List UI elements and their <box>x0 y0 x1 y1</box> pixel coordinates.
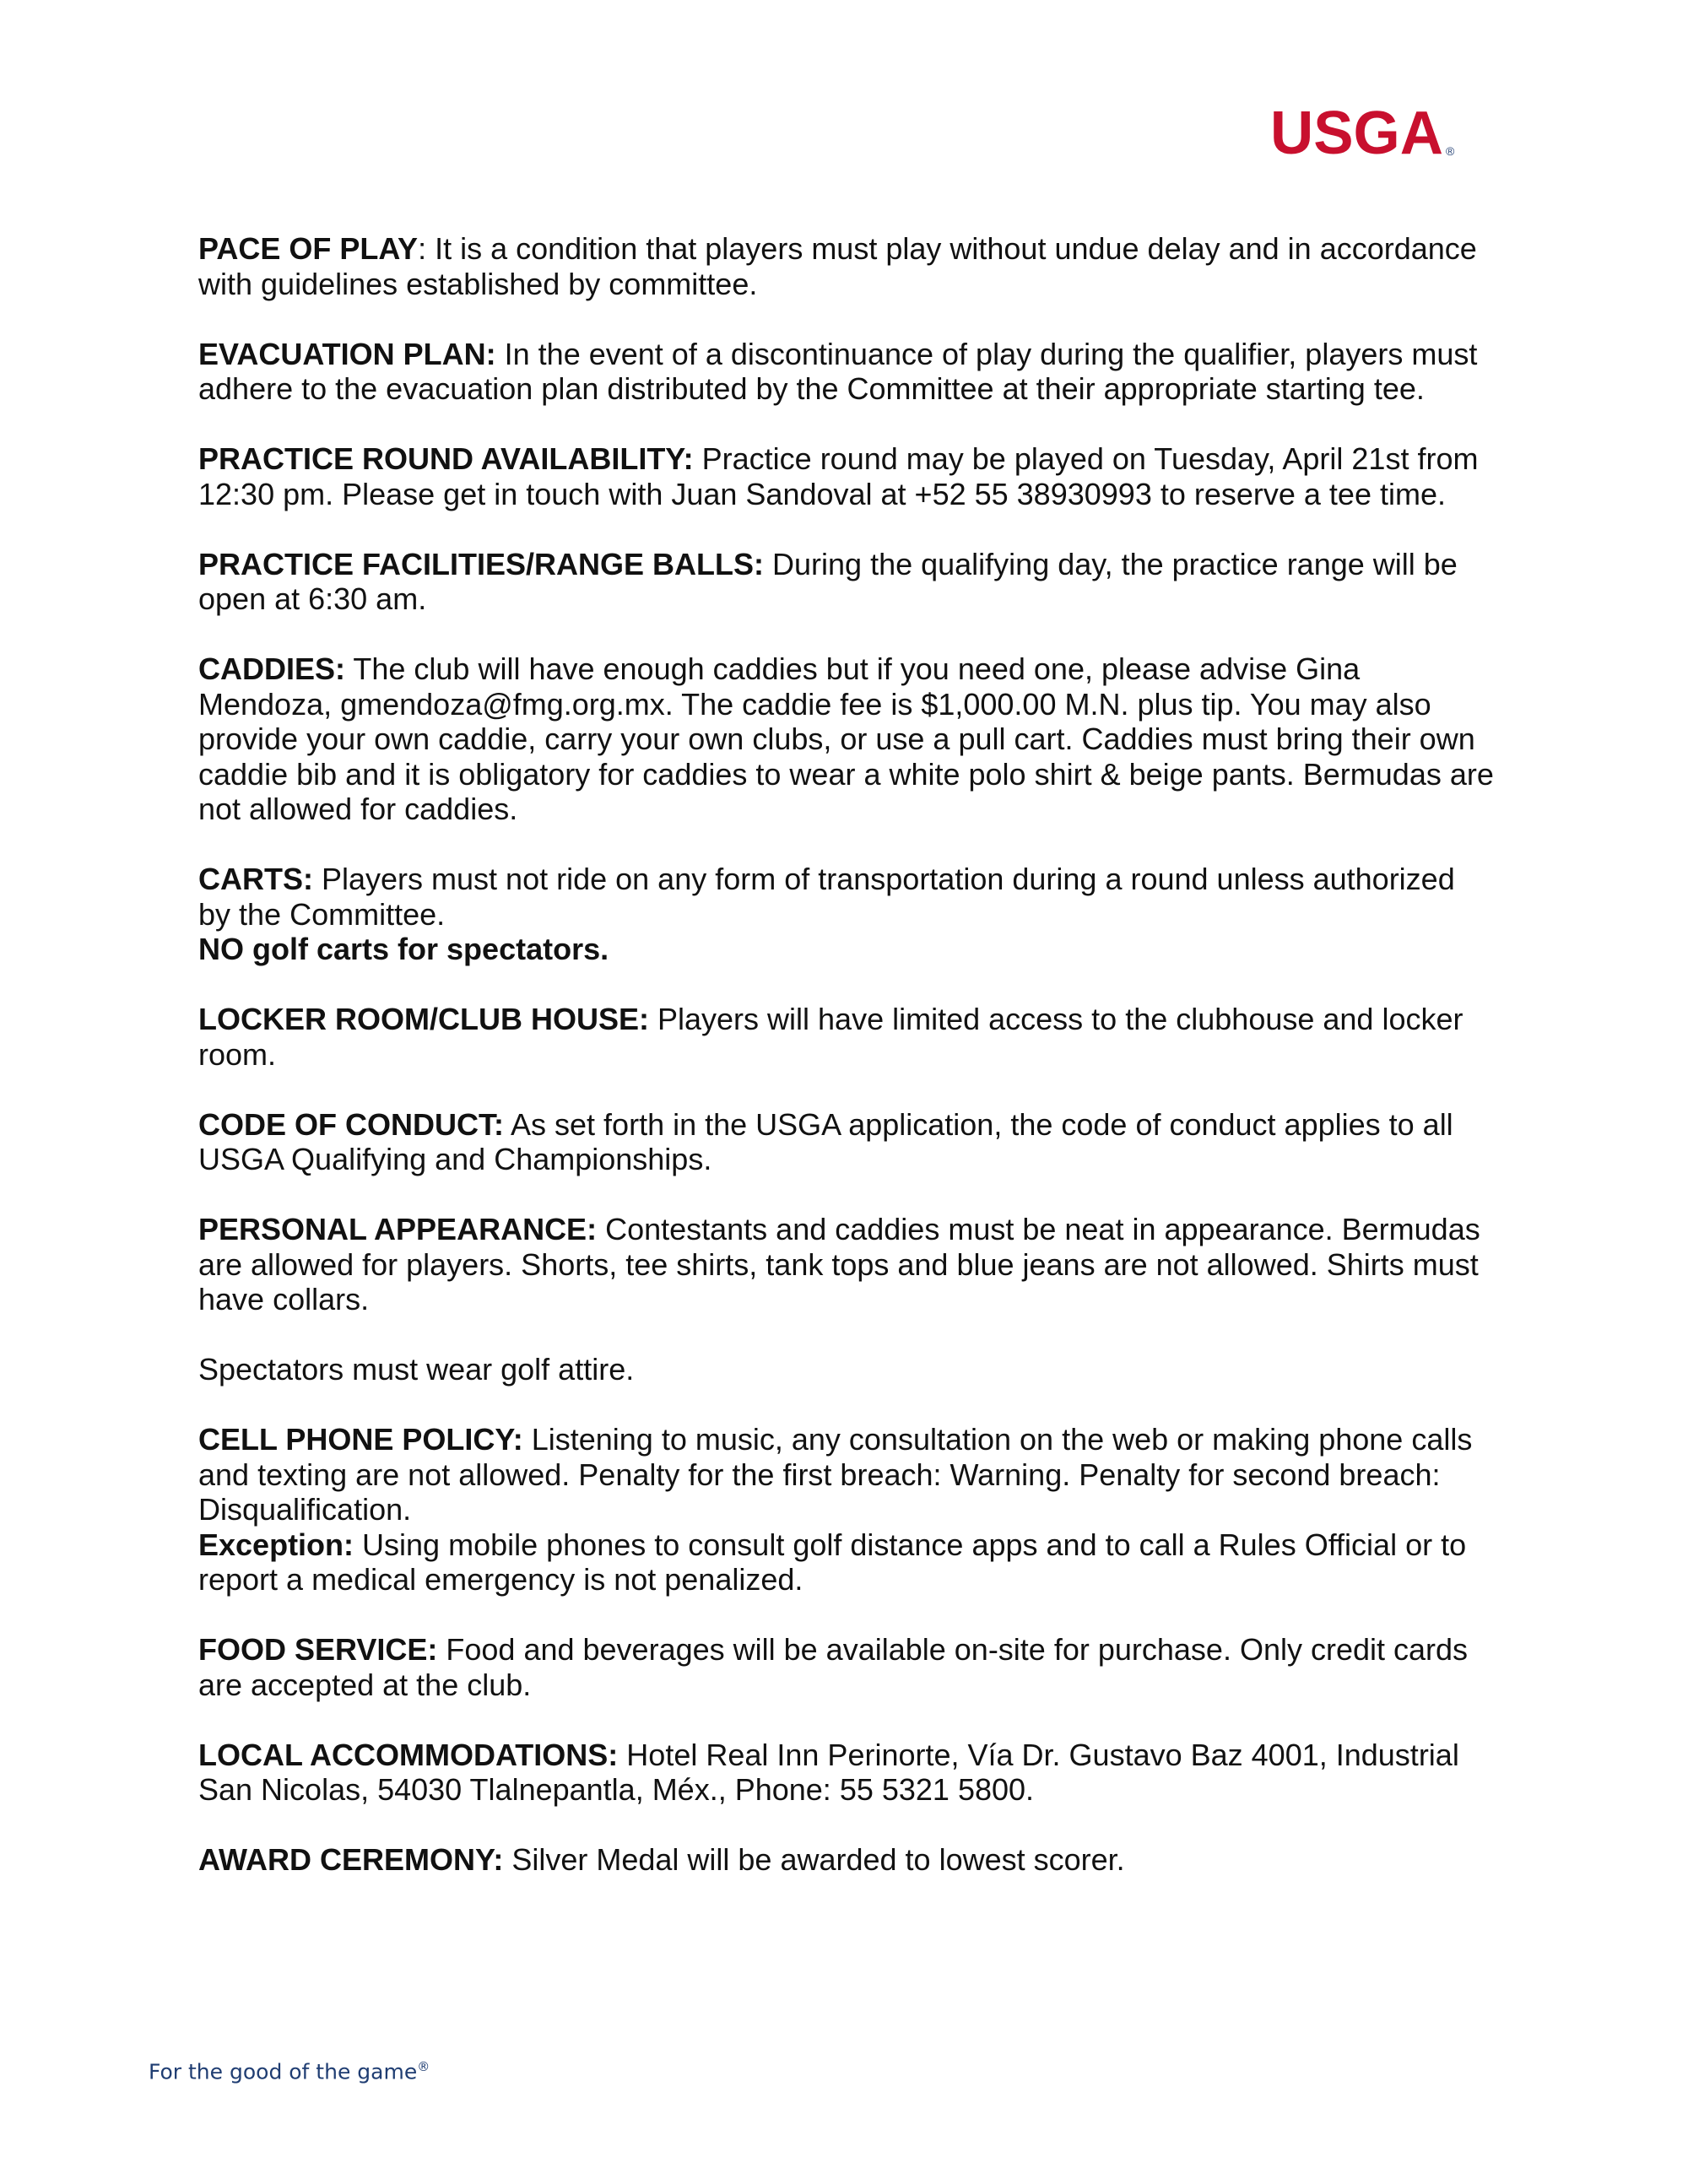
section-heading: PERSONAL APPEARANCE: <box>198 1212 598 1246</box>
logo-wordmark: USGA <box>1270 103 1443 164</box>
section-text: Spectators must wear golf attire. <box>198 1352 635 1387</box>
section-personal-appearance <box>198 1212 1494 1317</box>
paragraph <box>198 441 1494 511</box>
section-local-accommodations <box>198 1738 1494 1808</box>
section-text: As set forth in the USGA application, the code of conduct applies to all USGA Qualifying and Championships. <box>198 1106 1453 1176</box>
section-heading: PRACTICE ROUND AVAILABILITY: <box>198 441 694 476</box>
section-award-ceremony <box>198 1842 1494 1878</box>
section-pace-of-play <box>198 231 1494 301</box>
document-body <box>198 231 1494 1912</box>
section-heading: LOCAL ACCOMMODATIONS: <box>198 1737 619 1772</box>
exception-heading: Exception: <box>198 1527 354 1562</box>
logo-registered-mark: ® <box>1446 144 1455 158</box>
section-food-service <box>198 1632 1494 1702</box>
section-heading: PACE OF PLAY <box>198 231 419 266</box>
usga-logo <box>1270 103 1464 164</box>
section-text: During the qualifying day, the practice range will be open at 6:30 am. <box>198 546 1458 616</box>
section-heading: FOOD SERVICE: <box>198 1632 438 1667</box>
paragraph <box>198 1212 1494 1317</box>
section-practice-facilities <box>198 547 1494 617</box>
section-text: It is a condition that players must play without undue delay and in accordance with guidelines established by committee. <box>198 231 1477 301</box>
exception-paragraph <box>198 1527 1494 1597</box>
paragraph <box>198 1738 1494 1808</box>
spectator-carts-notice: NO golf carts for spectators. <box>198 932 609 966</box>
usga-logo-mark <box>1270 103 1464 164</box>
paragraph <box>198 1352 1494 1387</box>
section-heading: CARTS: <box>198 862 313 896</box>
tagline-registered-mark: ® <box>417 2059 430 2074</box>
paragraph <box>198 1632 1494 1702</box>
section-text: Listening to music, any consultation on the web or making phone calls and texting are not allowed. Penalty for the first breach: Warning. Penalty for second breach: Disqualification. <box>198 1422 1473 1527</box>
exception-text: Using mobile phones to consult golf distance apps and to call a Rules Official or to report a medical emergency is not penalized. <box>198 1527 1467 1597</box>
paragraph <box>198 651 1494 827</box>
section-text: Players will have limited access to the clubhouse and locker room. <box>198 1002 1463 1072</box>
section-evacuation-plan <box>198 337 1494 407</box>
section-spectator-attire <box>198 1352 1494 1387</box>
paragraph <box>198 1002 1494 1072</box>
section-text: Silver Medal will be awarded to lowest scorer. <box>503 1842 1125 1877</box>
section-locker-room <box>198 1002 1494 1072</box>
section-caddies <box>198 651 1494 827</box>
footer-tagline <box>149 2059 430 2084</box>
section-text: In the event of a discontinuance of play during the qualifier, players must adhere to the evacuation plan distributed by the Committee at their appropriate starting tee. <box>198 336 1478 406</box>
section-heading: LOCKER ROOM/CLUB HOUSE: <box>198 1002 649 1036</box>
paragraph <box>198 862 1494 932</box>
section-heading: EVACUATION PLAN: <box>198 336 496 371</box>
section-heading: CELL PHONE POLICY: <box>198 1422 523 1457</box>
section-text: Practice round may be played on Tuesday, April 21st from 12:30 pm. Please get in touch with Juan Sandoval at +52 55 38930993 to reserve a tee time. <box>198 441 1479 511</box>
paragraph <box>198 547 1494 617</box>
section-heading: CODE OF CONDUCT: <box>198 1106 504 1142</box>
paragraph <box>198 1422 1494 1527</box>
section-text: The club will have enough caddies but if you need one, please advise Gina Mendoza, gmendoza@fmg.org.mx. The caddie fee is $1,000.00 M.N. plus tip. You may also provide your own caddie, carry your own clubs, or use a pull cart. Caddies must bring their own caddie bib and it is obligatory for caddies to wear a white polo shirt & beige pants. Bermudas are not allowed for caddies. <box>198 651 1494 826</box>
paragraph <box>198 231 1494 301</box>
section-heading: PRACTICE FACILITIES/RANGE BALLS: <box>198 546 765 581</box>
paragraph <box>198 1842 1494 1878</box>
paragraph <box>198 337 1494 407</box>
tagline-text: For the good of the game <box>149 2059 418 2084</box>
section-practice-round <box>198 441 1494 511</box>
section-text: Contestants and caddies must be neat in appearance. Bermudas are allowed for players. Shorts, tee shirts, tank tops and blue jeans are not allowed. Shirts must have collars. <box>198 1212 1480 1316</box>
section-heading: CADDIES: <box>198 651 346 686</box>
section-text: Players must not ride on any form of transportation during a round unless authorized by the Committee. <box>198 862 1455 932</box>
section-text: Food and beverages will be available on-site for purchase. Only credit cards are accepted at the club. <box>198 1632 1469 1702</box>
section-carts <box>198 862 1494 967</box>
section-cell-phone-policy <box>198 1422 1494 1597</box>
heading-separator: : <box>418 231 427 266</box>
section-text: Hotel Real Inn Perinorte, Vía Dr. Gustavo Baz 4001, Industrial San Nicolas, 54030 Tlalnepantla, Méx., Phone: 55 5321 5800. <box>198 1737 1459 1807</box>
section-heading: AWARD CEREMONY: <box>198 1842 504 1877</box>
paragraph <box>198 1107 1494 1177</box>
section-code-of-conduct <box>198 1107 1494 1177</box>
